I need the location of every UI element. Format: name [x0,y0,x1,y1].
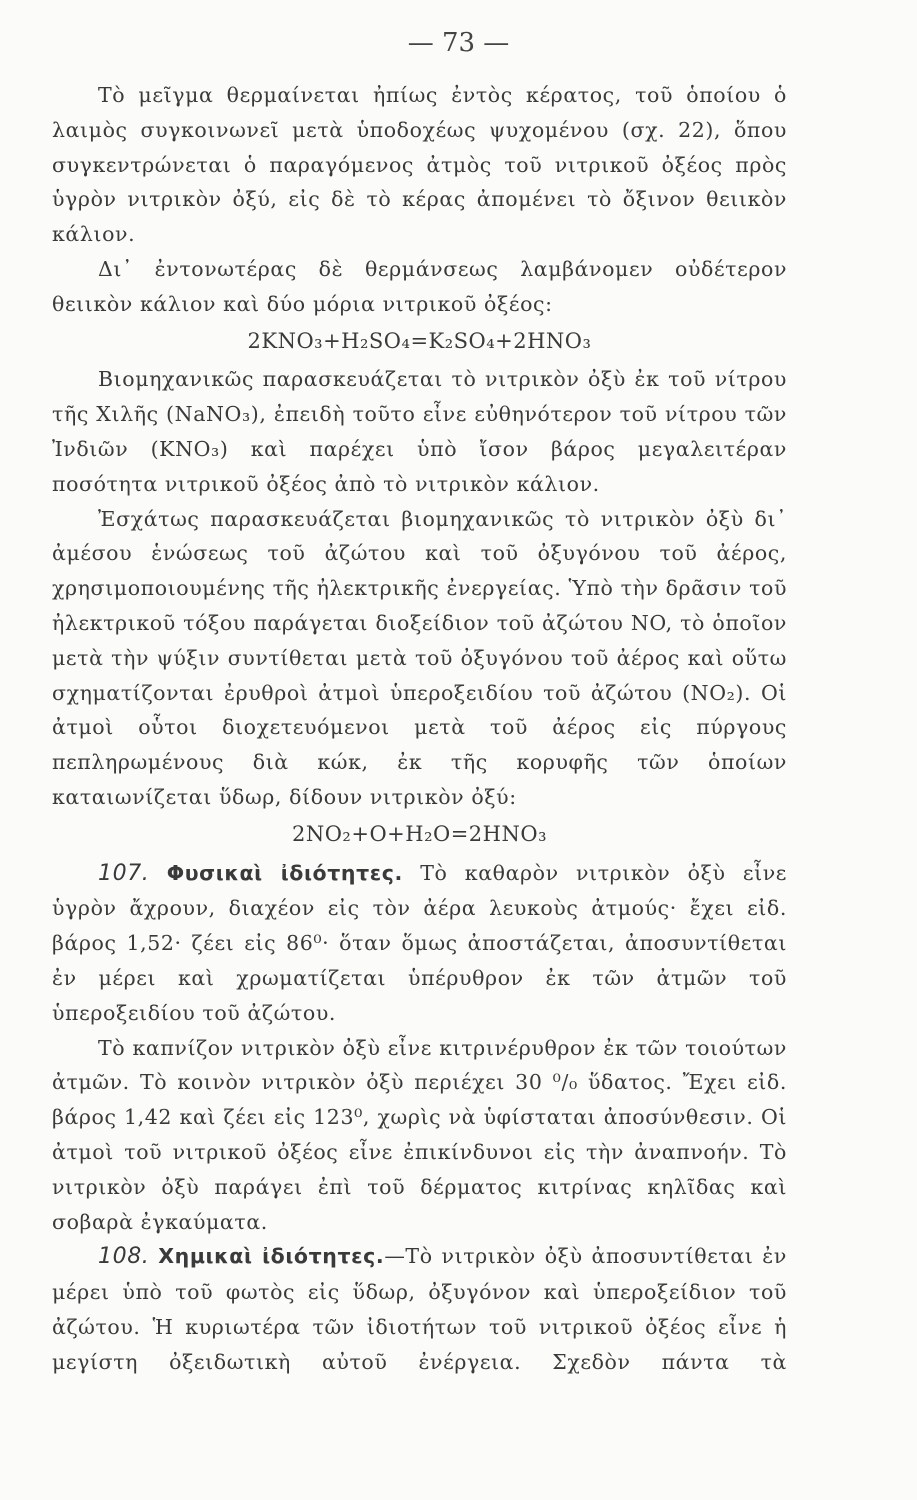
section-108-number: 108. [98,1244,150,1270]
page-number: — 73 — [407,28,510,58]
section-107-physical-properties [52,856,787,1031]
formula-nitrogen-dioxide-reaction: 2NO₂+O+H₂O=2HNO₃ [291,821,547,846]
section-107-number: 107. [98,860,150,886]
paragraph-fuming-nitric-acid: Τὸ καπνίζον νιτρικὸν ὀξὺ εἶνε κιτρινέρυθρον ἐκ τῶν τοιούτων ἀτμῶν. Τὸ κοινὸν νιτρικὸν ὀξὺ περιέχει 30 ⁰/₀ ὕδατος. Ἔχει εἰδ. βάρος 1,42 καὶ ζέει εἰς 123⁰, χωρὶς νὰ ὑφίσταται ἀποσύνθεσιν. Οἱ ἀτμοὶ τοῦ νιτρικοῦ ὀξέος εἶνε ἐπικίνδυνοι εἰς τὴν ἀναπνοήν. Τὸ νιτρικὸν ὀξὺ παράγει ἐπὶ τοῦ δέρματος κιτρίνας κηλῖδας καὶ σοβαρὰ ἐγκαύματα. [52,1035,787,1234]
body-text [52,78,787,1379]
paragraph-heating-mixture: Τὸ μεῖγμα θερμαίνεται ἠπίως ἐντὸς κέρατος, τοῦ ὁποίου ὁ λαιμὸς συγκοινωνεῖ μετὰ ὑποδοχέως ψυχομένου (σχ. 22), ὅπου συγκεντρώνεται ὁ παραγόμενος ἀτμὸς τοῦ νιτρικοῦ ὀξέος πρὸς ὑγρὸν νιτρικὸν ὀξύ, εἰς δὲ τὸ κέρας ἀπομένει τὸ ὄξινον θειικὸν κάλιον. [52,83,787,247]
paragraph-industrial-chile-saltpeter: Βιομηχανικῶς παρασκευάζεται τὸ νιτρικὸν ὀξὺ ἐκ τοῦ νίτρου τῆς Χιλῆς (NaNO₃), ἐπειδὴ τοῦτο εἶνε εὐθηνότερον τοῦ νίτρου τῶν Ἰνδιῶν (KNO₃) καὶ παρέχει ὑπὸ ἴσον βάρος μεγαλειτέραν ποσότητα νιτρικοῦ ὀξέος ἀπὸ τὸ νιτρικὸν κάλιον. [52,367,787,496]
paragraph-stronger-heating: Δι᾿ ἐντονωτέρας δὲ θερμάνσεως λαμβάνομεν οὐδέτερον θειικὸν κάλιον καὶ δύο μόρια νιτρικοῦ ὀξέος: [52,256,787,316]
section-108-text: —Τὸ νιτρικὸν ὀξὺ ἀποσυντίθεται ἐν μέρει ὑπὸ τοῦ φωτὸς εἰς ὕδωρ, ὀξυγόνον καὶ ὑπεροξείδιον τοῦ ἀζώτου. Ἡ κυριωτέρα τῶν ἰδιοτήτων τοῦ νιτρικοῦ ὀξέος εἶνε ἡ μεγίστη ὀξειδωτικὴ αὐτοῦ ἐνέργεια. Σχεδὸν πάντα τὰ [52,1244,787,1374]
section-108-title: Χημικαὶ ἰδιότητες. [158,1244,385,1269]
formula-potassium-nitrate-reaction: 2KNO₃+H₂SO₄=K₂SO₄+2HNO₃ [247,328,592,353]
section-107-text: Τὸ καθαρὸν νιτρικὸν ὀξὺ εἶνε ὑγρὸν ἄχρουν, διαχέον εἰς τὸν ἀέρα λευκοὺς ἀτμούς· ἔχει εἰδ. βάρος 1,52· ζέει εἰς 86⁰· ὅταν ὅμως ἀποστάζεται, ἀποσυντίθεται ἐν μέρει καὶ χρωματίζεται ὑπέρυθρον ἐκ τῶν ἀτμῶν τοῦ ὑπεροξειδίου τοῦ ἀζώτου. [52,860,787,1025]
section-107-title: Φυσικαὶ ἰδιότητες. [166,860,403,885]
paragraph-electric-arc-method: Ἐσχάτως παρασκευάζεται βιομηχανικῶς τὸ νιτρικὸν ὀξὺ δι᾿ ἀμέσου ἑνώσεως τοῦ ἀζώτου καὶ τοῦ ὀξυγόνου τοῦ ἀέρος, χρησιμοποιουμένης τῆς ἠλεκτρικῆς ἐνεργείας. Ὑπὸ τὴν δρᾶσιν τοῦ ἠλεκτρικοῦ τόξου παράγεται διοξείδιον τοῦ ἀζώτου NO, τὸ ὁποῖον μετὰ τὴν ψύξιν συντίθεται μετὰ τοῦ ὀξυγόνου τοῦ ἀέρος καὶ οὕτω σχηματίζονται ἐρυθροὶ ἀτμοὶ ὑπεροξειδίου τοῦ ἀζώτου (NO₂). Οἱ ἀτμοὶ οὗτοι διοχετευόμενοι μετὰ τοῦ ἀέρος εἰς πύργους πεπληρωμένους διὰ κώκ, ἐκ τῆς κορυφῆς τῶν ὁποίων καταιωνίζεται ὕδωρ, δίδουν νιτρικὸν ὀξύ: [52,506,788,809]
section-108-chemical-properties [52,1239,787,1379]
